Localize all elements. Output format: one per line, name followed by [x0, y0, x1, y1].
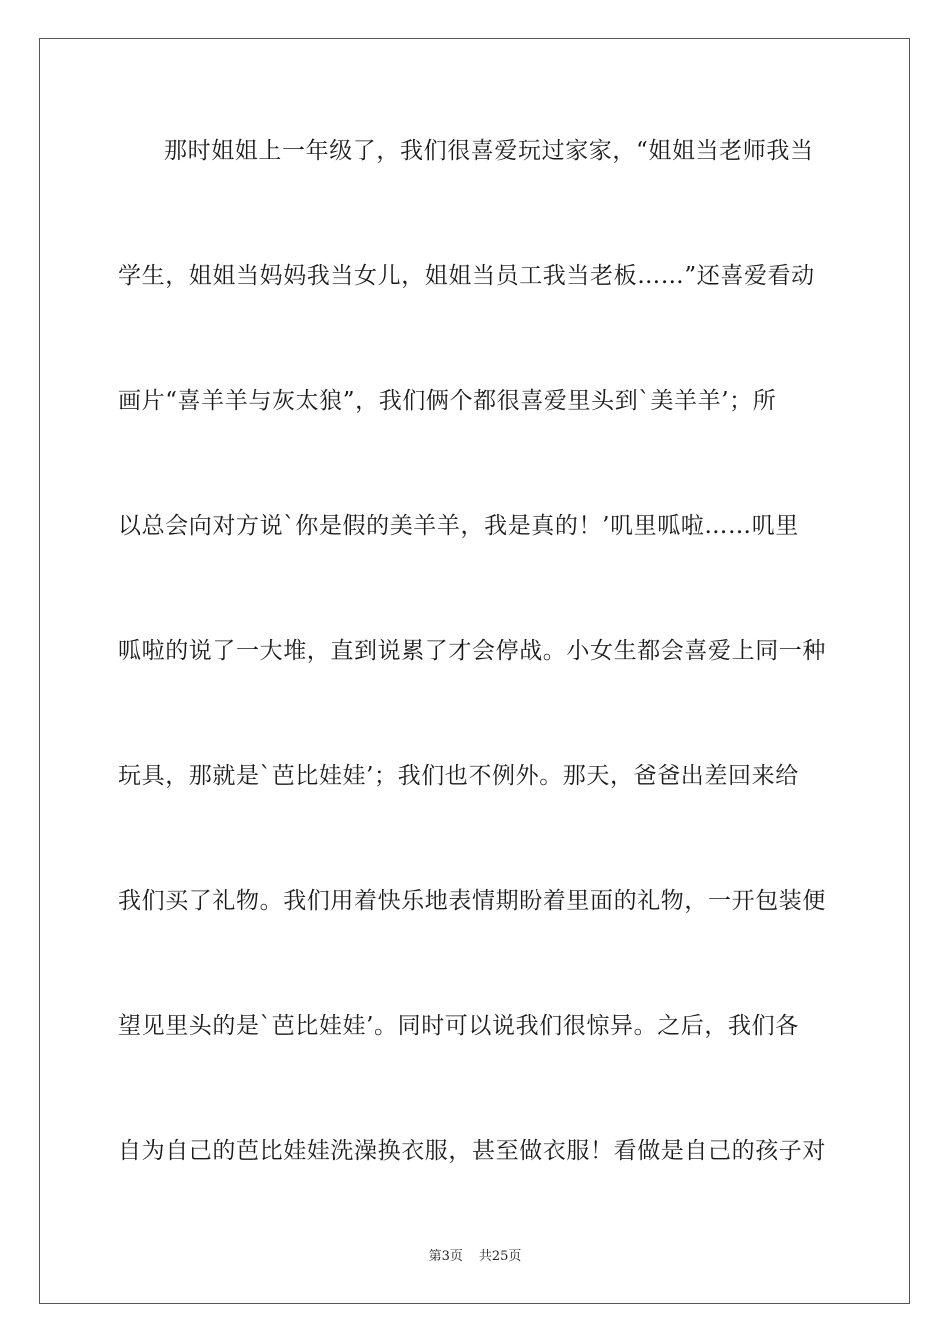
page-footer [0, 1248, 950, 1266]
page-total: 共25页 [478, 1249, 522, 1264]
text-line: 我们买了礼物。我们用着快乐地表情期盼着里面的礼物，一开包装便 [118, 888, 826, 914]
text-line: 呱啦的说了一大堆，直到说累了才会停战。小女生都会喜爱上同一种 [118, 638, 826, 664]
text-line: 学生，姐姐当妈妈我当女儿，姐姐当员工我当老板……”还喜爱看动 [118, 263, 815, 289]
page-number: 第3页 [428, 1249, 463, 1264]
text-line: 画片“喜羊羊与灰太狼”，我们俩个都很喜爱里头到`美羊羊’；所 [118, 388, 777, 414]
text-line: 自为自己的芭比娃娃洗澡换衣服，甚至做衣服！看做是自己的孩子对 [118, 1138, 826, 1164]
page-border [39, 38, 910, 1304]
text-line: 那时姐姐上一年级了，我们很喜爱玩过家家，“姐姐当老师我当 [164, 138, 814, 164]
text-line: 玩具，那就是`芭比娃娃’；我们也不例外。那天，爸爸出差回来给 [118, 763, 799, 789]
text-line: 以总会向对方说`你是假的美羊羊，我是真的！’叽里呱啦……叽里 [118, 513, 799, 539]
text-line: 望见里头的是`芭比娃娃’。同时可以说我们很惊异。之后，我们各 [118, 1013, 799, 1039]
